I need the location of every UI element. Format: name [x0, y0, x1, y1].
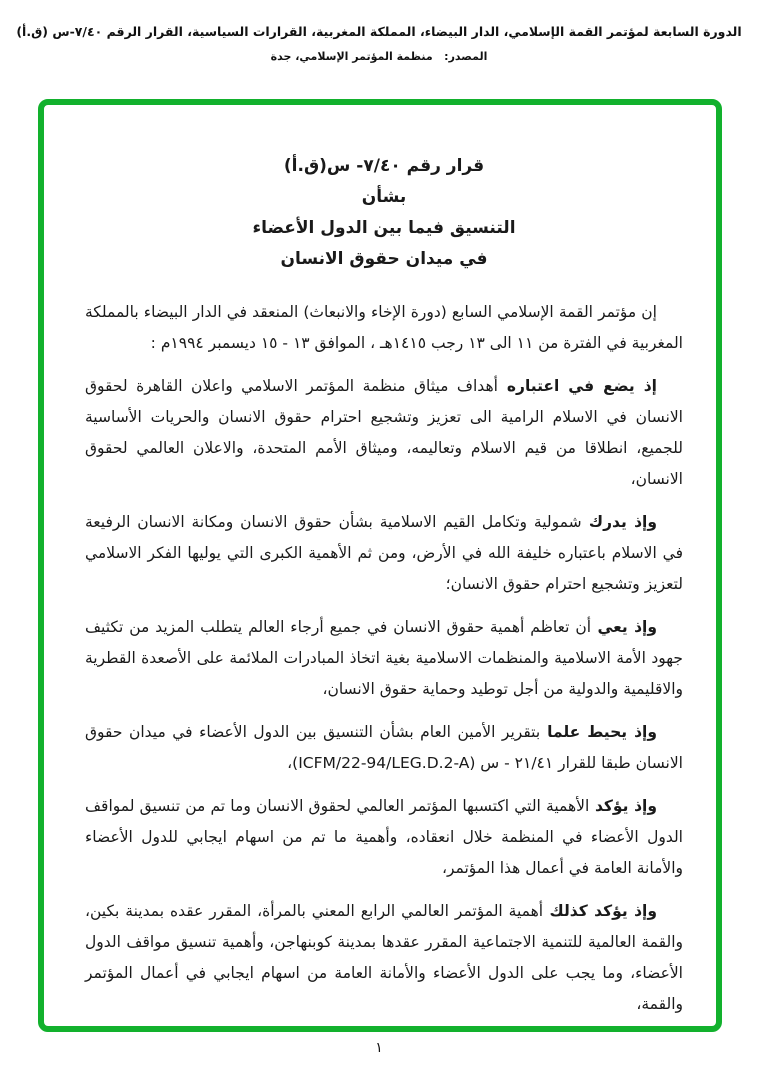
- resolution-paragraph: [85, 896, 683, 1020]
- paragraph-lead: وإذ يعي: [591, 618, 657, 636]
- resolution-paragraph: [85, 791, 683, 884]
- resolution-title-line: التنسيق فيما بين الدول الأعضاء: [252, 218, 516, 238]
- page-number: ١: [375, 1040, 383, 1056]
- resolution-title-line: في ميدان حقوق الانسان: [280, 249, 488, 269]
- scanned-page-frame: [38, 99, 722, 1032]
- paragraph-lead: وإذ يؤكد كذلك: [543, 902, 657, 920]
- resolution-body: [85, 297, 683, 1020]
- resolution-paragraph: [85, 612, 683, 705]
- resolution-paragraph: [85, 507, 683, 600]
- resolution-title-block: [85, 151, 683, 275]
- paragraph-text: بتقرير الأمين العام بشأن التنسيق بين الدول الأعضاء في ميدان حقوق الانسان طبقا للقرار ٢١/٤١ - س (ICFM/22-94/LEG.D.2-A)،: [85, 723, 683, 772]
- citation-line: الدورة السابعة لمؤتمر القمة الإسلامي، الدار البيضاء، المملكة المغربية، القرارات السياسية، القرار الرقم ٧/٤٠-س (ق.أ): [16, 24, 742, 39]
- paragraph-lead: وإذ يحيط علما: [540, 723, 657, 741]
- paragraph-text: أهمية المؤتمر العالمي الرابع المعني بالمرأة، المقرر عقده بمدينة بكين، والقمة العالمية للتنمية الاجتماعية المقرر عقدها بمدينة كوبنهاجن، وأهمية تنسيق مواقف الدول الأعضاء، وما يجب على الدول الأعضاء والأمانة العامة من اسهام ايجابي في أعمال المؤتمر والقمة،: [85, 902, 683, 1013]
- resolution-title-line: قرار رقم ٧/٤٠- س(ق.أ): [283, 156, 485, 176]
- source-line: المصدر: منظمة المؤتمر الإسلامي، جدة: [270, 50, 488, 63]
- resolution-title-line: بشأن: [361, 187, 407, 207]
- paragraph-lead: إذ يضع في اعتباره: [497, 377, 657, 395]
- paragraph-text: أهداف ميثاق منظمة المؤتمر الاسلامي واعلان القاهرة لحقوق الانسان في الاسلام الرامية الى تعزيز وتشجيع احترام حقوق الانسان والحريات الأساسية للجميع، انطلاقا من قيم الاسلام وتعاليمه، وميثاق الأمم المتحدة، والاعلان العالمي لحقوق الانسان،: [85, 377, 683, 488]
- paragraph-text: أن تعاظم أهمية حقوق الانسان في جميع أرجاء العالم يتطلب المزيد من تكثيف جهود الأمة الاسلامية والمنظمات الاسلامية بغية اتخاذ المبادرات الملائمة على الأصعدة القطرية والاقليمية والدولية من أجل توطيد وحماية حقوق الانسان،: [85, 618, 683, 698]
- paragraph-lead: وإذ يؤكد: [589, 797, 658, 815]
- resolution-paragraph: [85, 717, 683, 779]
- paragraph-lead: وإذ يدرك: [581, 513, 657, 531]
- source-citation-header: [0, 24, 758, 63]
- resolution-paragraph: [85, 297, 683, 359]
- paragraph-text: شمولية وتكامل القيم الاسلامية بشأن حقوق الانسان ومكانة الانسان الرفيعة في الاسلام باعتباره خليفة الله في الأرض، ومن ثم الأهمية الكبرى التي يوليها الفكر الاسلامي لتعزيز وتشجيع احترام حقوق الانسان؛: [85, 513, 683, 593]
- paragraph-text: الأهمية التي اكتسبها المؤتمر العالمي لحقوق الانسان وما تم من تنسيق لمواقف الدول الأعضاء في المنظمة خلال انعقاده، وأهمية ما تم من اسهام ايجابي للدول الأعضاء والأمانة العامة في أعمال هذا المؤتمر،: [85, 797, 683, 877]
- paragraph-text: إن مؤتمر القمة الإسلامي السابع (دورة الإخاء والانبعاث) المنعقد في الدار البيضاء بالمملكة المغربية في الفترة من ١١ الى ١٣ رجب ١٤١٥هـ ، الموافق ١٣ - ١٥ ديسمبر ١٩٩٤م :: [85, 303, 683, 352]
- resolution-paragraph: [85, 371, 683, 495]
